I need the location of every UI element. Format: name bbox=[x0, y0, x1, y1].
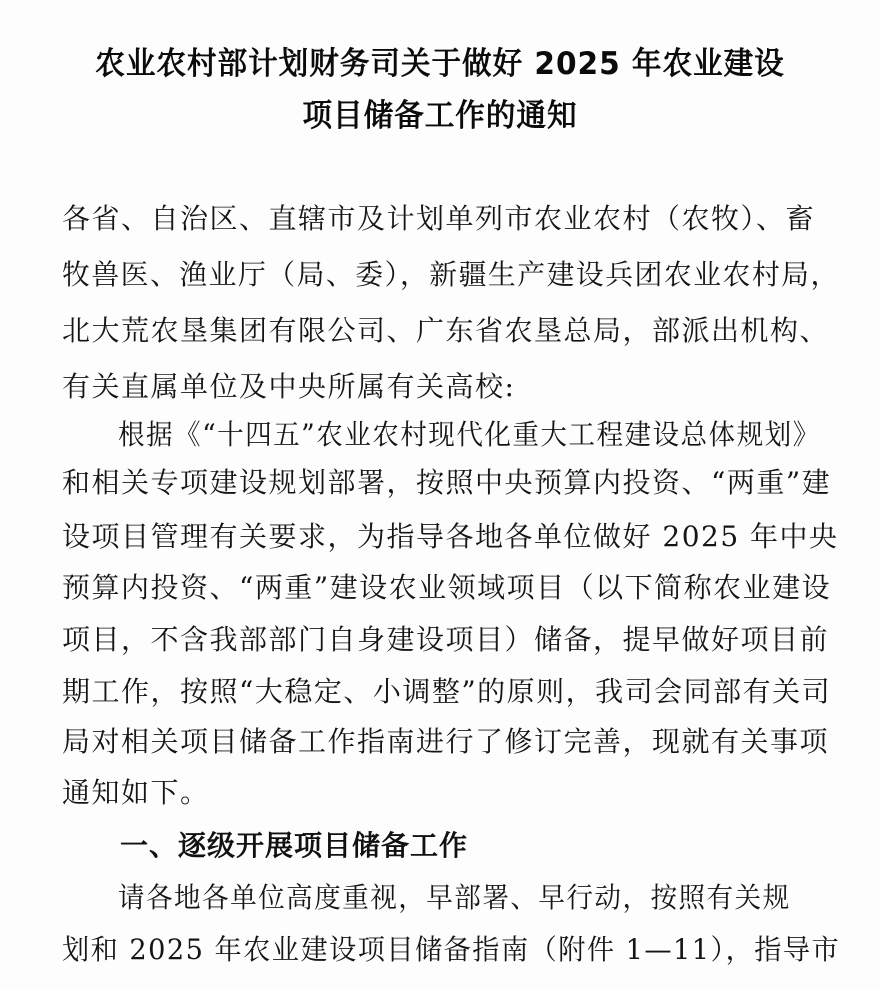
document-title-line-2: 项目储备工作的通知 bbox=[302, 98, 578, 134]
addressee-line: 各省、自治区、直辖市及计划单列市农业农村（农牧）、畜 bbox=[62, 202, 816, 235]
intro-paragraph-line: 预算内投资、“两重”建设农业领域项目（以下简称农业建设 bbox=[62, 571, 832, 604]
intro-paragraph-line: 局对相关项目储备工作指南进行了修订完善，现就有关事项 bbox=[62, 725, 830, 758]
addressee-line: 牧兽医、渔业厅（局、委），新疆生产建设兵团农业农村局， bbox=[62, 258, 840, 291]
section-1-paragraph-line: 请各地各单位高度重视，早部署、早行动，按照有关规 bbox=[118, 881, 791, 914]
intro-paragraph-line: 根据《“十四五”农业农村现代化重大工程建设总体规划》 bbox=[118, 418, 821, 451]
addressee-line: 有关直属单位及中央所属有关高校: bbox=[62, 370, 516, 403]
intro-paragraph-line: 设项目管理有关要求，为指导各地各单位做好 2025 年中央 bbox=[62, 520, 839, 553]
intro-paragraph-line: 通知如下。 bbox=[62, 776, 210, 809]
document-title-line-1: 农业农村部计划财务司关于做好 2025 年农业建设 bbox=[95, 46, 785, 82]
intro-paragraph-line: 期工作，按照“大稳定、小调整”的原则，我司会同部有关司 bbox=[62, 675, 832, 708]
intro-paragraph-line: 和相关专项建设规划部署，按照中央预算内投资、“两重”建 bbox=[62, 466, 832, 499]
section-1-paragraph-line: 划和 2025 年农业建设项目储备指南（附件 1—11），指导市 bbox=[62, 933, 841, 966]
addressee-line: 北大荒农垦集团有限公司、广东省农垦总局，部派出机构、 bbox=[62, 314, 830, 347]
section-1-heading: 一、逐级开展项目储备工作 bbox=[120, 829, 469, 862]
intro-paragraph-line: 项目，不含我部部门自身建设项目）储备，提早做好项目前 bbox=[62, 623, 830, 656]
